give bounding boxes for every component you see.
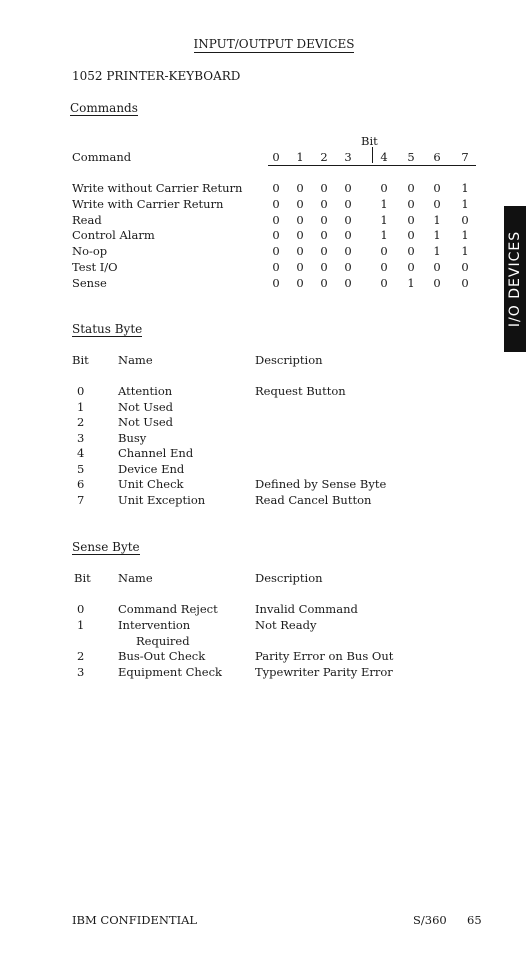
status-bit: 7 [77,492,85,507]
command-bit-value: 0 [344,244,352,259]
command-bit-value: 1 [380,196,388,211]
command-bit-value: 0 [461,275,469,290]
command-bit-value: 0 [320,260,328,274]
command-bit-value: 0 [320,275,328,290]
status-description: Read Cancel Button [255,492,372,507]
command-bit-value: 0 [380,244,388,259]
command-bit-value: 0 [407,244,415,259]
command-bit-value: 0 [296,228,304,243]
command-bit-value: 0 [296,212,304,227]
command-bit-value: 0 [272,196,280,211]
sense-col-bit: Bit [74,571,91,585]
command-bit-value: 1 [380,228,388,243]
bit-number-7: 7 [461,150,469,164]
footer-confidential: IBM CONFIDENTIAL [72,913,198,927]
command-bit-value: 0 [433,196,441,211]
command-bit-value: 0 [296,275,304,290]
status-col-bit: Bit [72,353,89,367]
sense-bit: 1 [77,618,85,632]
command-column-header: Command [72,150,132,164]
command-bit-value: 1 [433,212,441,227]
command-bit-value: 0 [296,181,304,195]
bit-label: Bit [361,134,378,148]
status-name: Not Used [118,415,174,429]
footer-model: S/360 [413,913,447,927]
sense-description: Parity Error on Bus Out [255,649,394,663]
status-bit: 4 [77,446,85,460]
sense-name: Equipment Check [118,665,223,679]
command-bit-value: 0 [344,196,352,211]
command-bit-value: 0 [272,181,280,195]
command-name: Control Alarm [72,228,155,243]
command-bit-value: 0 [433,260,441,274]
command-bit-value: 1 [461,228,469,243]
bit-number-0: 0 [272,150,280,164]
command-bit-value: 0 [433,181,441,195]
command-bit-value: 0 [407,228,415,243]
command-bit-value: 0 [320,181,328,195]
status-name: Not Used [118,399,174,414]
sense-description: Typewriter Parity Error [255,665,393,679]
command-bit-value: 0 [407,212,415,227]
page-title [0,37,526,51]
section-tab-label: I/O DEVICES [507,230,523,328]
command-bit-value: 0 [320,196,328,211]
status-bit: 3 [77,430,85,445]
command-bit-value: 0 [272,275,280,290]
bit-number-5: 5 [407,150,415,164]
command-name: Write without Carrier Return [72,181,243,195]
command-bit-value: 0 [272,228,280,243]
sense-bit: 0 [77,602,85,616]
command-bit-value: 0 [380,275,388,290]
command-bit-value: 0 [344,260,352,274]
bit-number-6: 6 [433,150,441,164]
status-col-name: Name [118,353,153,367]
command-bit-value: 0 [320,244,328,259]
command-name: No-op [72,244,108,259]
bit-header-divider [372,147,373,163]
command-bit-value: 0 [272,212,280,227]
status-name: Attention [118,384,173,398]
command-bit-value: 0 [344,228,352,243]
command-bit-value: 0 [380,181,388,195]
sense-col-description: Description [255,571,323,585]
status-name: Unit Exception [118,492,206,507]
command-bit-value: 1 [433,228,441,243]
status-byte-heading: Status Byte [72,322,143,336]
command-bit-value: 0 [461,212,469,227]
commands-heading: Commands [70,101,138,115]
bit-number-1: 1 [296,150,304,164]
footer-page-number: 65 [467,913,482,927]
sense-description: Invalid Command [255,602,358,616]
status-name: Busy [118,430,147,445]
status-name: Unit Check [118,477,184,491]
sense-bit: 3 [77,665,85,679]
command-bit-value: 0 [272,260,280,274]
command-bit-value: 0 [296,244,304,259]
command-name: Sense [72,275,107,290]
command-bit-value: 0 [272,244,280,259]
status-col-description: Description [255,353,323,367]
sense-name: Intervention [118,618,191,632]
command-bit-value: 0 [320,212,328,227]
command-bit-value: 0 [344,275,352,290]
status-bit: 1 [77,399,85,414]
command-bit-value: 0 [461,260,469,274]
device-name: 1052 PRINTER-KEYBOARD [72,69,241,83]
sense-bit: 2 [77,649,85,663]
status-description: Request Button [255,384,346,398]
command-bit-value: 1 [461,196,469,211]
sense-col-name: Name [118,571,153,585]
bit-number-4: 4 [380,150,388,164]
command-bit-value: 0 [380,260,388,274]
command-bit-value: 1 [461,181,469,195]
command-bit-value: 0 [407,181,415,195]
command-bit-value: 1 [380,212,388,227]
sense-name-continued: Required [136,633,190,648]
command-bit-value: 1 [407,275,415,290]
command-name: Read [72,212,102,227]
command-bit-value: 0 [407,196,415,211]
status-bit: 0 [77,384,85,398]
sense-name: Command Reject [118,602,218,616]
status-name: Channel End [118,446,194,460]
bit-number-2: 2 [320,150,328,164]
sense-byte-heading: Sense Byte [72,540,140,554]
command-name: Write with Carrier Return [72,196,224,211]
status-bit: 6 [77,477,85,491]
bit-number-3: 3 [344,150,352,164]
command-bit-value: 0 [433,275,441,290]
sense-description: Not Ready [255,618,317,632]
command-bit-value: 0 [320,228,328,243]
status-name: Device End [118,461,185,476]
section-tab [504,206,526,352]
command-bit-value: 0 [407,260,415,274]
command-bit-value: 0 [344,181,352,195]
status-bit: 5 [77,461,85,476]
page-title-text: INPUT/OUTPUT DEVICES [193,37,355,51]
status-description: Defined by Sense Byte [255,477,387,491]
command-bit-value: 0 [296,260,304,274]
bit-header-underline [268,165,476,166]
command-bit-value: 0 [296,196,304,211]
command-bit-value: 1 [461,244,469,259]
sense-name: Bus-Out Check [118,649,206,663]
command-name: Test I/O [72,260,118,274]
command-bit-value: 1 [433,244,441,259]
command-bit-value: 0 [344,212,352,227]
status-bit: 2 [77,415,85,429]
